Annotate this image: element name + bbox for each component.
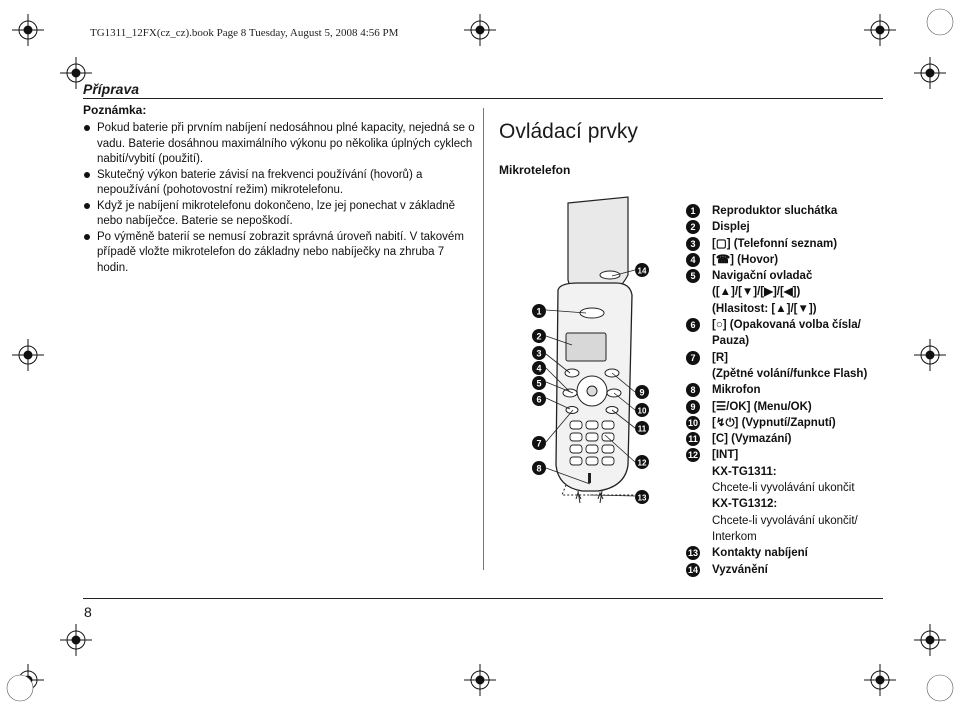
section-title: Příprava [83,81,140,97]
callout-14 [635,263,649,277]
callout-8 [532,461,546,475]
legend-item: 12 [INT] KX-TG1311: Chcete-li vyvolávání ukončit KX-TG1312: Chcete-li vyvolávání ukončit/ Interkom [687,449,858,543]
callout-11 [635,421,649,435]
controls-subtitle: Mikrotelefon [499,163,571,177]
page-number: 8 [84,604,92,620]
svg-text:6: 6 [536,394,542,405]
svg-text:5: 5 [536,378,542,389]
legend-item: 5 Navigační ovladač ([▲]/[▼]/[▶]/[◀]) (Hlasitost: [▲]/[▼]) [686,268,886,317]
legend-item: 6 [○] (Opakovaná volba čísla/ Pauza) [686,317,886,350]
svg-text:1: 1 [536,306,542,317]
file-header-line: TG1311_12FX(cz_cz).book Page 8 Tuesday, August 5, 2008 4:56 PM [90,27,399,39]
legend-item: 8 Mikrofon [686,382,886,398]
legend-item: 11 [C] (Vymazání) [686,431,886,447]
footer-rule [83,598,883,599]
legend-item: 7 [R] (Zpětné volání/funkce Flash) [686,350,886,383]
svg-text:3: 3 [536,348,542,359]
callout-12 [635,455,649,469]
controls-legend [686,203,886,578]
controls-title: Ovládací prvky [499,120,638,143]
callout-4 [532,361,546,375]
svg-text:4: 4 [536,363,542,374]
note-heading: Poznámka: [83,103,147,117]
svg-text:7: 7 [536,438,542,449]
callout-9 [635,385,649,399]
note-item: Když je nabíjení mikrotelefonu dokončeno, lze jej ponechat v základně nebo nabíječce. Baterie se nepoškodí. [83,199,478,230]
svg-text:12: 12 [637,458,647,468]
svg-text:10: 10 [637,406,647,416]
legend-item: 9 [☰/OK] (Menu/OK) [686,399,886,415]
callout-7 [532,436,546,450]
callout-5 [532,376,546,390]
svg-text:13: 13 [637,493,647,503]
legend-item: 1 Reproduktor sluchátka [686,203,886,219]
note-item: Pokud baterie při prvním nabíjení nedosáhnou plné kapacity, nejedná se o vadu. Baterie dosáhnou maximálního výkonu po několika úplných cyklech nabití/vybití (použití). [83,121,478,168]
legend-item: 14 Vyzvánění [687,563,768,576]
svg-text:11: 11 [637,424,647,434]
svg-text:14: 14 [637,266,647,276]
legend-item: 3 [▢] (Telefonní seznam) [686,236,886,252]
callout-2 [532,329,546,343]
svg-text:9: 9 [639,387,645,398]
legend-item: 10 [↯⏻] (Vypnutí/Zapnutí) [687,416,836,429]
svg-text:2: 2 [536,331,542,342]
callout-3 [532,346,546,360]
callout-13 [635,490,649,504]
legend-item: 2 Displej [686,219,886,235]
svg-text:8: 8 [536,463,542,474]
callout-10 [635,403,649,417]
note-item: Po výměně baterií se nemusí zobrazit správná úroveň nabití. V takovém případě vložte mikrotelefon do základny nebo nabíječky na zhruba 7 hodin. [83,230,478,277]
legend-item: 13 Kontakty nabíjení [687,547,808,560]
note-item: Skutečný výkon baterie závisí na frekvenci používání (hovorů) a nepoužívání (pohotovostní režim) mikrotelefonu. [83,168,478,199]
legend-item: 4 [☎] (Hovor) [686,252,886,268]
callout-1 [532,304,546,318]
callout-6 [532,392,546,406]
